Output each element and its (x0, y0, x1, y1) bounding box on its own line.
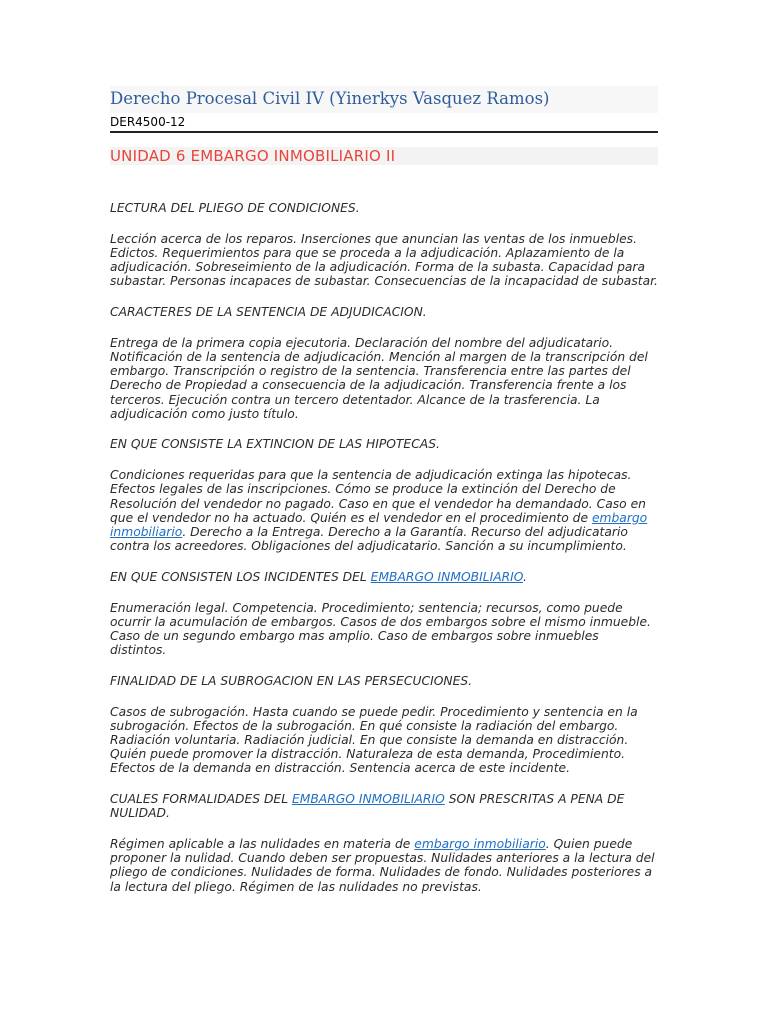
section-body-lectura: Lección acerca de los reparos. Inserciones que anuncian las ventas de los inmuebles. Edictos. Requerimientos para que se proceda a la adjudicación. Aplazamiento de la adjudicación. Sobreseimiento de la adjudicación. Forma de la subasta. Capacidad para subastar. Personas incapaces de subastar. Consecuencias de la incapacidad de subastar. (110, 231, 658, 289)
document-body (110, 201, 658, 894)
text-segment: . Derecho a la Entrega. Derecho a la Garantía. Recurso del adjudicatario contra los acreedores. Obligaciones del adjudicatario. Sanción a su incumplimiento. (110, 524, 628, 554)
text-segment: EN QUE CONSISTEN LOS INCIDENTES DEL (110, 569, 371, 584)
embargo-inmobiliario-link[interactable]: EMBARGO INMOBILIARIO (370, 569, 523, 584)
course-code: DER4500-12 (110, 113, 658, 133)
course-title: Derecho Procesal Civil IV (Yinerkys Vasquez Ramos) (110, 86, 658, 113)
section-body-extincion (110, 468, 658, 553)
section-heading-incidentes (110, 570, 658, 584)
text-segment: . (522, 569, 527, 584)
text-segment: . Quien puede proponer la nulidad. Cuando deben ser propuestas. Nulidades anteriores a la lectura del pliego de condiciones. Nulidades de forma. Nulidades de fondo. Nulidades posteriores a la lectura del pliego. Régimen de las nulidades no previstas. (110, 837, 655, 894)
embargo-inmobiliario-link[interactable]: embargo inmobiliario (110, 510, 648, 539)
embargo-inmobiliario-link[interactable]: EMBARGO INMOBILIARIO (291, 792, 445, 807)
unit-title: UNIDAD 6 EMBARGO INMOBILIARIO II (110, 147, 658, 165)
text-segment: Régimen aplicable a las nulidades en materia de (110, 837, 415, 851)
section-body-formalidades (110, 837, 658, 894)
text-segment: Condiciones requeridas para que la sentencia de adjudicación extinga las hipotecas. Efectos legales de las inscripciones. Cómo se produce la extinción del Derecho de Resolución del vendedor no pagado. Caso en que el vendedor ha demandado. Caso en que el vendedor no ha actuado. Quién es el vendedor en el procedimiento de (110, 468, 646, 525)
section-heading-extincion: EN QUE CONSISTE LA EXTINCION DE LAS HIPOTECAS. (110, 437, 440, 452)
section-heading-lectura: LECTURA DEL PLIEGO DE CONDICIONES. (110, 201, 360, 215)
text-segment: SON PRESCRITAS A PENA DE NULIDAD. (110, 792, 625, 821)
text-segment: CUALES FORMALIDADES DEL (110, 792, 292, 807)
embargo-inmobiliario-link[interactable]: embargo inmobiliario (414, 837, 546, 851)
section-body-subrogacion: Casos de subrogación. Hasta cuando se puede pedir. Procedimiento y sentencia en la subrogación. Efectos de la subrogación. En qué consiste la radiación del embargo. Radiación voluntaria. Radiación judicial. En que consiste la demanda en distracción. Quién puede promover la distracción. Naturaleza de esta demanda, Procedimiento. Efectos de la demanda en distracción. Sentencia acerca de este incidente. (110, 704, 638, 776)
section-heading-subrogacion: FINALIDAD DE LA SUBROGACION EN LAS PERSECUCIONES. (110, 673, 473, 688)
document-content (110, 86, 658, 910)
section-body-incidentes: Enumeración legal. Competencia. Procedimiento; sentencia; recursos, como puede ocurrir la acumulación de embargos. Casos de dos embargos sobre el mismo inmueble. Caso de un segundo embargo mas amplio. Caso de embargos sobre inmuebles distintos. (110, 600, 651, 658)
section-heading-formalidades (110, 792, 658, 820)
section-body-caracteres: Entrega de la primera copia ejecutoria. Declaración del nombre del adjudicatario. Notificación de la sentencia de adjudicación. Mención al margen de la transcripción del embargo. Transcripción o registro de la sentencia. Transferencia entre las partes del Derecho de Propiedad a consecuencia de la adjudicación. Transferencia frente a los terceros. Ejecución contra un tercero detentador. Alcance de la trasferencia. La adjudicación como justo título. (110, 335, 648, 421)
section-heading-caracteres: CARACTERES DE LA SENTENCIA DE ADJUDICACION. (110, 305, 427, 320)
